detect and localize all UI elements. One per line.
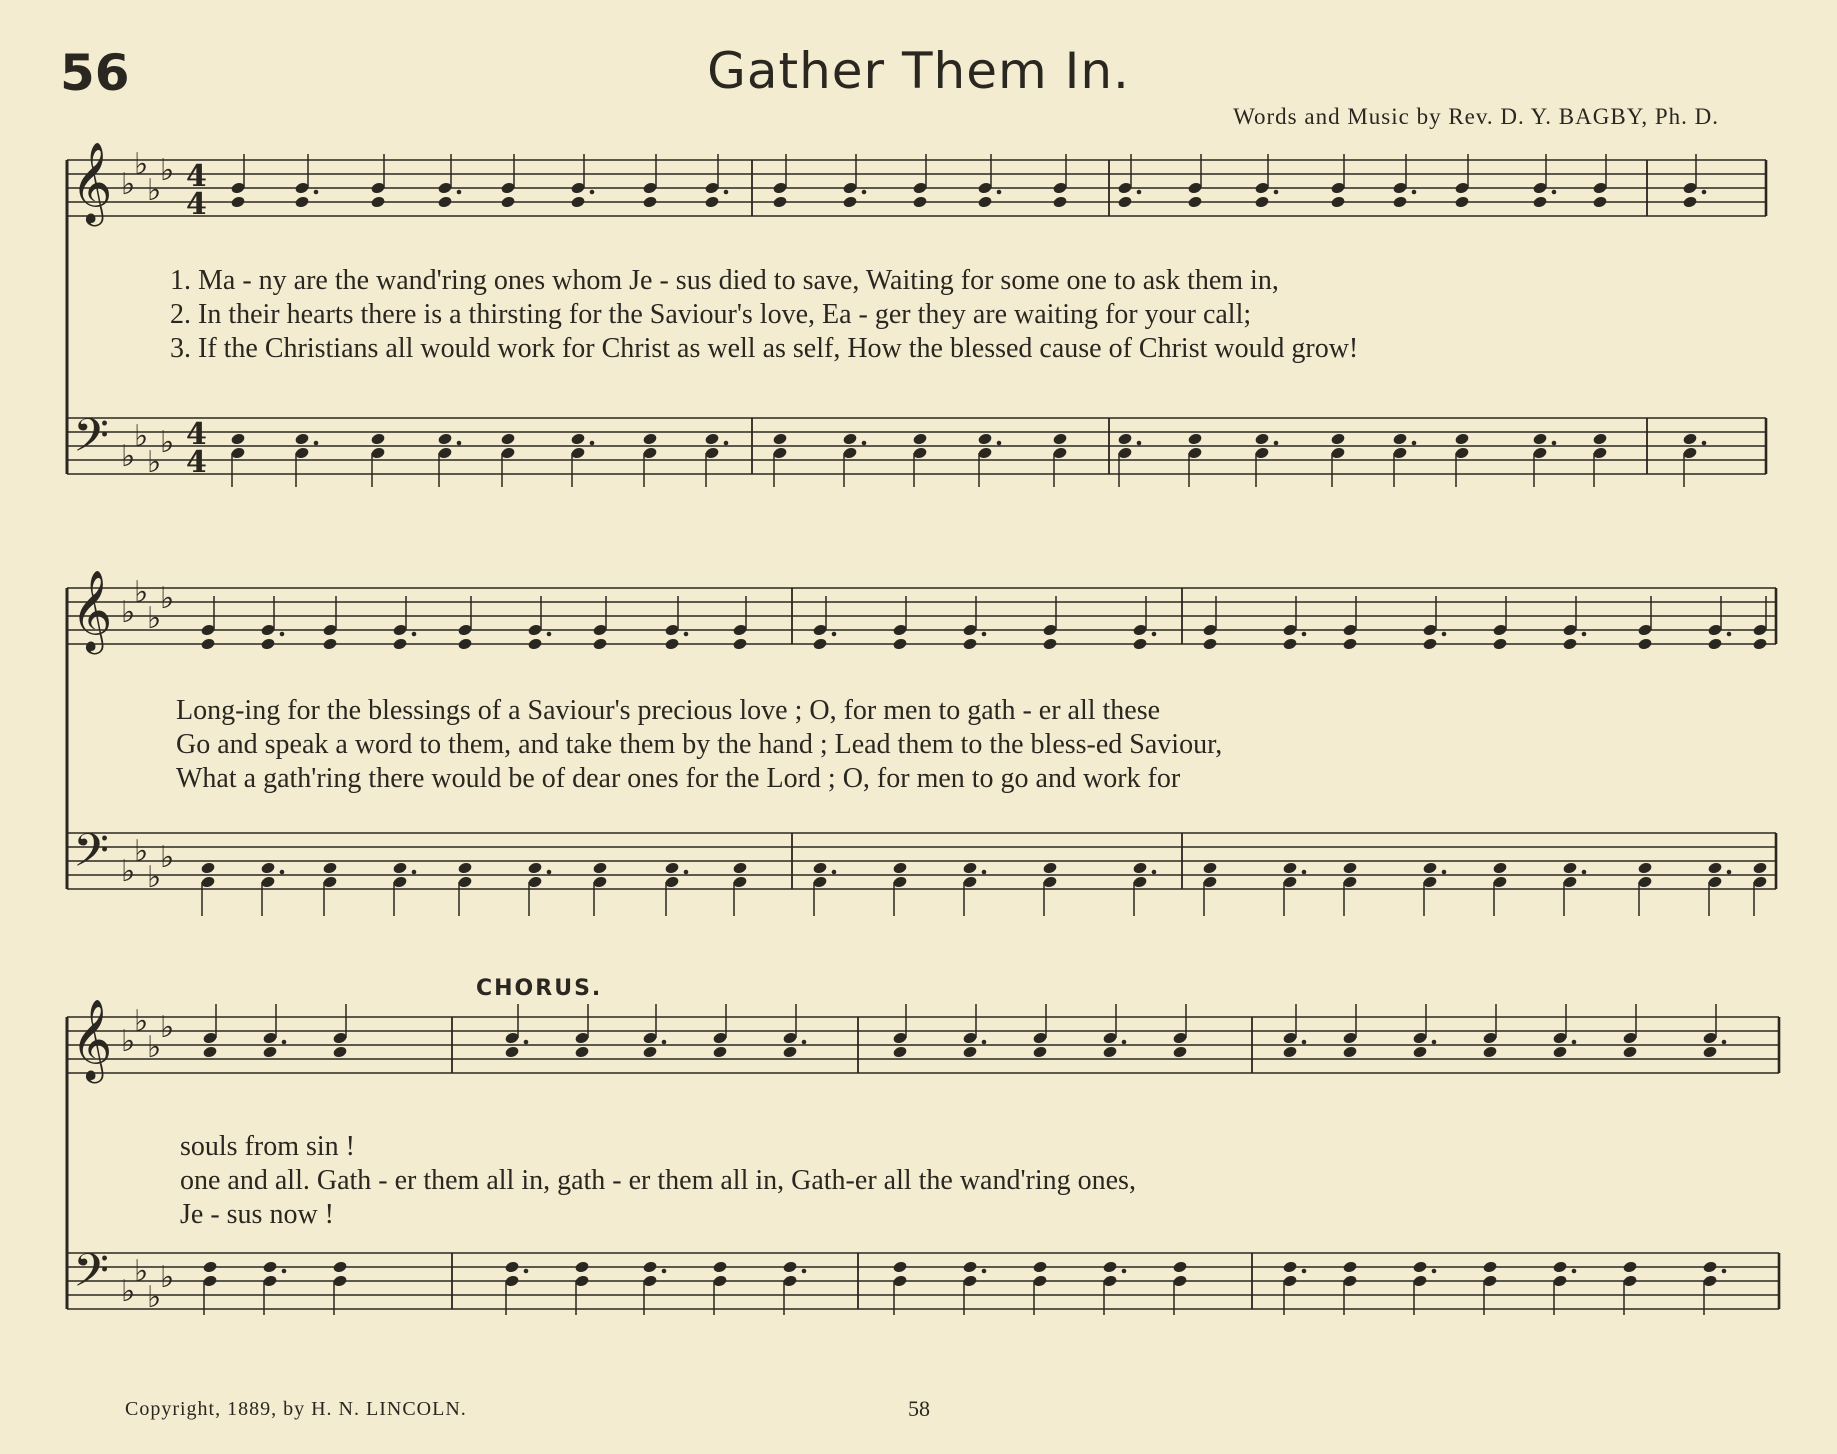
- note-head: [322, 637, 337, 650]
- note-head: [1117, 432, 1132, 445]
- flat-sign: ♭: [134, 1254, 149, 1289]
- note-head: [592, 637, 607, 650]
- note-head: [962, 861, 977, 874]
- flat-sign: ♭: [147, 1280, 162, 1315]
- note-head: [527, 861, 542, 874]
- note-head: [200, 861, 215, 874]
- note-head: [1202, 637, 1217, 650]
- dot: [802, 1040, 807, 1045]
- note-head: [962, 1045, 977, 1058]
- flat-sign: ♭: [121, 439, 136, 474]
- dot: [1302, 870, 1307, 875]
- dot: [982, 1040, 987, 1045]
- note-head: [202, 1260, 217, 1273]
- note-head: [1532, 432, 1547, 445]
- note-head: [732, 637, 747, 650]
- note-head: [1032, 1260, 1047, 1273]
- dot: [724, 441, 729, 446]
- lyrics-system-1: [170, 264, 1770, 366]
- note-head: [1187, 195, 1202, 208]
- note-head: [200, 637, 215, 650]
- flat-sign: ♭: [121, 1274, 136, 1309]
- note-head: [1117, 195, 1132, 208]
- note-head: [1592, 432, 1607, 445]
- note-head: [1454, 432, 1469, 445]
- note-head: [1254, 432, 1269, 445]
- page-number: 58: [908, 1396, 930, 1421]
- lyric-verse-2: 2. In their hearts there is a thirsting for the Saviour's love, Ea - ger they are waiting for your call;: [170, 299, 1252, 330]
- note-head: [842, 432, 857, 445]
- note-head: [1492, 637, 1507, 650]
- dot: [1137, 190, 1142, 195]
- note-head: [1592, 195, 1607, 208]
- note-head: [1330, 432, 1345, 445]
- note-head: [812, 861, 827, 874]
- note-head: [1707, 637, 1722, 650]
- flat-sign: ♭: [160, 425, 175, 460]
- note-head: [500, 195, 515, 208]
- lyric-verse-2: Go and speak a word to them, and take them by the hand ; Lead them to the bless-ed Saviour,: [176, 729, 1223, 760]
- dot: [547, 870, 552, 875]
- dot: [524, 1040, 529, 1045]
- dot: [862, 441, 867, 446]
- dot: [982, 1269, 987, 1274]
- dot: [1412, 190, 1417, 195]
- note-head: [1132, 637, 1147, 650]
- treble-clef: 𝄞: [71, 141, 113, 223]
- note-head: [230, 432, 245, 445]
- note-head: [1342, 1045, 1357, 1058]
- note-head: [1492, 861, 1507, 874]
- note-head: [712, 1260, 727, 1273]
- bass-staff: [67, 418, 1766, 474]
- flat-sign: ♭: [134, 834, 149, 869]
- flat-sign: ♭: [160, 153, 175, 188]
- note-head: [782, 1045, 797, 1058]
- flat-sign: ♭: [147, 445, 162, 480]
- author-credit: Words and Music by Rev. D. Y. BAGBY, Ph. D.: [1233, 104, 1719, 129]
- flat-sign: ♭: [134, 147, 149, 182]
- note-head: [1032, 1045, 1047, 1058]
- note-head: [260, 637, 275, 650]
- bass-clef: 𝄢: [73, 1244, 110, 1309]
- flat-sign: ♭: [147, 173, 162, 208]
- lyrics-system-3: [180, 1130, 1780, 1232]
- note-head: [392, 861, 407, 874]
- dot: [1152, 632, 1157, 637]
- note-head: [570, 195, 585, 208]
- note-head: [1282, 637, 1297, 650]
- note-head: [504, 1260, 519, 1273]
- note-head: [1202, 861, 1217, 874]
- hymn-title: Gather Them In.: [707, 42, 1130, 100]
- note-head: [570, 432, 585, 445]
- note-head: [1422, 861, 1437, 874]
- hymn-number: 56: [60, 44, 130, 102]
- dot: [1122, 1040, 1127, 1045]
- note-head: [1132, 861, 1147, 874]
- flat-sign: ♭: [121, 595, 136, 630]
- dot: [282, 1269, 287, 1274]
- dot: [1727, 870, 1732, 875]
- note-head: [772, 195, 787, 208]
- note-head: [977, 195, 992, 208]
- dot: [282, 1040, 287, 1045]
- dot: [1722, 1040, 1727, 1045]
- chorus-label: CHORUS.: [476, 976, 603, 1001]
- dot: [314, 441, 319, 446]
- note-head: [1102, 1045, 1117, 1058]
- note-head: [642, 195, 657, 208]
- note-head: [1622, 1045, 1637, 1058]
- note-head: [332, 1260, 347, 1273]
- lyric-verse-1: souls from sin !: [180, 1131, 355, 1162]
- dot: [1702, 441, 1707, 446]
- dot: [862, 190, 867, 195]
- note-head: [1102, 1260, 1117, 1273]
- note-head: [1562, 861, 1577, 874]
- dot: [832, 632, 837, 637]
- treble-clef: 𝄞: [71, 998, 113, 1080]
- note-head: [892, 1260, 907, 1273]
- flat-sign: ♭: [121, 1024, 136, 1059]
- dot: [997, 441, 1002, 446]
- lyric-verse-3: What a gath'ring there would be of dear ones for the Lord ; O, for men to go and work for: [176, 763, 1181, 794]
- note-head: [977, 432, 992, 445]
- note-head: [1752, 861, 1767, 874]
- treble-clef: 𝄞: [71, 569, 113, 651]
- note-head: [1637, 861, 1652, 874]
- note-head: [1552, 1260, 1567, 1273]
- note-head: [1702, 1260, 1717, 1273]
- dot: [1412, 441, 1417, 446]
- bass-clef: 𝄢: [73, 409, 110, 474]
- dot: [412, 632, 417, 637]
- note-head: [732, 861, 747, 874]
- note-head: [704, 432, 719, 445]
- note-head: [1637, 637, 1652, 650]
- flat-sign: ♭: [134, 575, 149, 610]
- bass-clef: 𝄢: [73, 824, 110, 889]
- dot: [802, 1269, 807, 1274]
- note-head: [1482, 1045, 1497, 1058]
- note-head: [1282, 1260, 1297, 1273]
- dot: [1137, 441, 1142, 446]
- note-head: [962, 637, 977, 650]
- note-head: [322, 861, 337, 874]
- note-head: [1422, 637, 1437, 650]
- time-signature: 4: [186, 417, 207, 452]
- note-head: [1052, 195, 1067, 208]
- note-head: [704, 195, 719, 208]
- note-head: [294, 432, 309, 445]
- dot: [590, 441, 595, 446]
- lyric-verse-3: 3. If the Christians all would work for Christ as well as self, How the blessed cause of Christ would grow!: [170, 333, 1359, 364]
- note-head: [962, 1260, 977, 1273]
- note-head: [262, 1045, 277, 1058]
- lyric-verse-1: Long-ing for the blessings of a Saviour's precious love ; O, for men to gath - er all these: [176, 695, 1161, 726]
- dot: [547, 632, 552, 637]
- dot: [684, 632, 689, 637]
- flat-sign: ♭: [134, 419, 149, 454]
- note-head: [437, 432, 452, 445]
- note-head: [664, 861, 679, 874]
- dot: [1302, 1269, 1307, 1274]
- note-head: [1682, 195, 1697, 208]
- note-head: [1562, 637, 1577, 650]
- dot: [1442, 870, 1447, 875]
- note-head: [1342, 637, 1357, 650]
- note-head: [664, 637, 679, 650]
- dot: [1582, 632, 1587, 637]
- flat-sign: ♭: [121, 854, 136, 889]
- dot: [457, 190, 462, 195]
- flat-sign: ♭: [121, 167, 136, 202]
- note-head: [1282, 861, 1297, 874]
- lyric-verse-3: Je - sus now !: [180, 1199, 334, 1230]
- treble-staff: [67, 588, 1776, 644]
- note-head: [642, 1045, 657, 1058]
- dot: [314, 190, 319, 195]
- note-head: [1342, 1260, 1357, 1273]
- dot: [662, 1269, 667, 1274]
- note-head: [1392, 195, 1407, 208]
- note-head: [1042, 637, 1057, 650]
- bass-staff: [67, 1253, 1779, 1309]
- note-head: [1532, 195, 1547, 208]
- note-head: [1412, 1260, 1427, 1273]
- note-head: [457, 861, 472, 874]
- note-head: [1282, 1045, 1297, 1058]
- note-head: [574, 1045, 589, 1058]
- note-head: [262, 1260, 277, 1273]
- dot: [1727, 632, 1732, 637]
- dot: [1302, 632, 1307, 637]
- note-head: [1702, 1045, 1717, 1058]
- dot: [1722, 1269, 1727, 1274]
- flat-sign: ♭: [160, 840, 175, 875]
- note-head: [1454, 195, 1469, 208]
- note-head: [1052, 432, 1067, 445]
- dot: [1302, 1040, 1307, 1045]
- lyrics-system-2: [176, 694, 1776, 796]
- note-head: [1682, 432, 1697, 445]
- treble-staff: [67, 1017, 1779, 1073]
- dot: [662, 1040, 667, 1045]
- dot: [1274, 441, 1279, 446]
- note-head: [437, 195, 452, 208]
- note-head: [592, 861, 607, 874]
- note-head: [712, 1045, 727, 1058]
- note-head: [1392, 432, 1407, 445]
- note-head: [1707, 861, 1722, 874]
- dot: [997, 190, 1002, 195]
- note-head: [1752, 637, 1767, 650]
- dot: [1702, 190, 1707, 195]
- flat-sign: ♭: [160, 1260, 175, 1295]
- note-head: [1042, 861, 1057, 874]
- note-head: [457, 637, 472, 650]
- dot: [832, 870, 837, 875]
- note-head: [1172, 1045, 1187, 1058]
- lyric-verse-2: one and all. Gath - er them all in, gath - er them all in, Gath-er all the wand'ring ones,: [180, 1165, 1136, 1196]
- note-head: [260, 861, 275, 874]
- time-signature: 4: [186, 159, 207, 194]
- dot: [982, 870, 987, 875]
- note-head: [782, 1260, 797, 1273]
- dot: [724, 190, 729, 195]
- dot: [684, 870, 689, 875]
- time-signature: 4: [186, 187, 207, 222]
- note-head: [500, 432, 515, 445]
- dot: [1432, 1040, 1437, 1045]
- dot: [590, 190, 595, 195]
- note-head: [527, 637, 542, 650]
- note-head: [294, 195, 309, 208]
- note-head: [392, 637, 407, 650]
- note-head: [1187, 432, 1202, 445]
- note-head: [1172, 1260, 1187, 1273]
- note-head: [332, 1045, 347, 1058]
- flat-sign: ♭: [147, 860, 162, 895]
- note-head: [812, 637, 827, 650]
- dot: [1552, 190, 1557, 195]
- note-head: [370, 432, 385, 445]
- bass-staff: [67, 833, 1776, 889]
- note-head: [772, 432, 787, 445]
- dot: [457, 441, 462, 446]
- dot: [280, 632, 285, 637]
- flat-sign: ♭: [134, 1004, 149, 1039]
- dot: [1572, 1040, 1577, 1045]
- copyright-notice: Copyright, 1889, by H. N. LINCOLN.: [125, 1398, 467, 1420]
- note-head: [892, 637, 907, 650]
- dot: [1552, 441, 1557, 446]
- note-head: [892, 861, 907, 874]
- note-head: [1482, 1260, 1497, 1273]
- note-head: [912, 195, 927, 208]
- note-head: [504, 1045, 519, 1058]
- dot: [1152, 870, 1157, 875]
- time-signature: 4: [186, 445, 207, 480]
- dot: [524, 1269, 529, 1274]
- note-head: [1622, 1260, 1637, 1273]
- dot: [1572, 1269, 1577, 1274]
- dot: [982, 632, 987, 637]
- flat-sign: ♭: [147, 1030, 162, 1065]
- dot: [1122, 1269, 1127, 1274]
- note-head: [1330, 195, 1345, 208]
- note-head: [574, 1260, 589, 1273]
- note-head: [1342, 861, 1357, 874]
- note-head: [1412, 1045, 1427, 1058]
- note-head: [912, 432, 927, 445]
- note-head: [642, 1260, 657, 1273]
- note-head: [202, 1045, 217, 1058]
- dot: [1274, 190, 1279, 195]
- dot: [280, 870, 285, 875]
- flat-sign: ♭: [160, 581, 175, 616]
- lyric-verse-1: 1. Ma - ny are the wand'ring ones whom Je - sus died to save, Waiting for some one to ask them in,: [170, 265, 1279, 296]
- note-head: [892, 1045, 907, 1058]
- dot: [412, 870, 417, 875]
- note-head: [1552, 1045, 1567, 1058]
- note-head: [230, 195, 245, 208]
- note-head: [642, 432, 657, 445]
- dot: [1432, 1269, 1437, 1274]
- dot: [1582, 870, 1587, 875]
- note-head: [1254, 195, 1269, 208]
- flat-sign: ♭: [160, 1010, 175, 1045]
- dot: [1442, 632, 1447, 637]
- flat-sign: ♭: [147, 601, 162, 636]
- note-head: [370, 195, 385, 208]
- note-head: [842, 195, 857, 208]
